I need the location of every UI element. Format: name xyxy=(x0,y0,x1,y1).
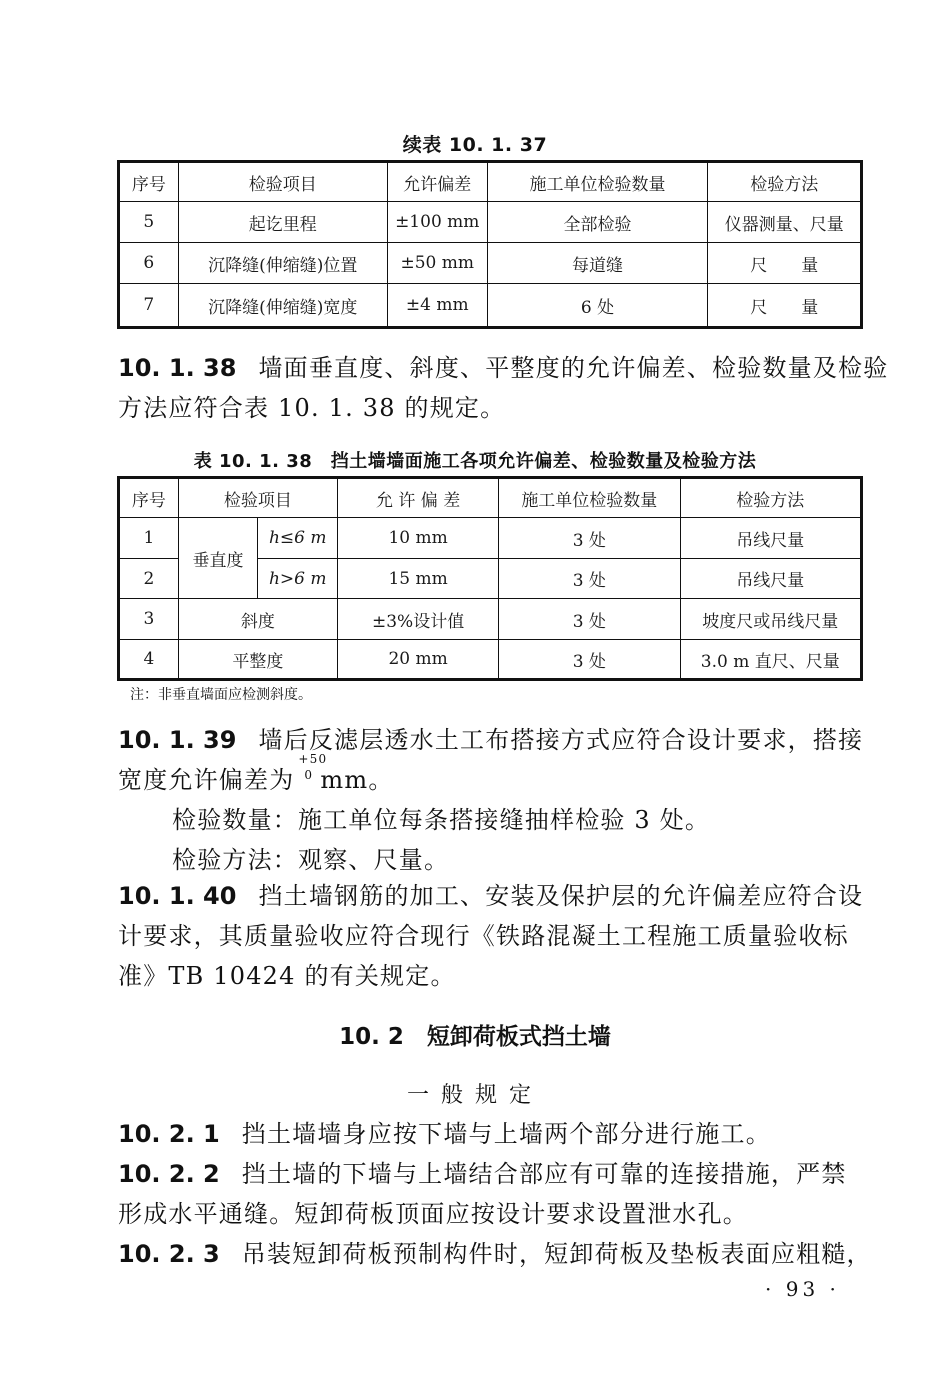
table-cell: 3 处 xyxy=(499,559,680,599)
clause-text: 挡土墙的下墙与上墙结合部应有可靠的连接措施，严禁 xyxy=(241,1160,847,1188)
table-cell: 沉降缝(伸缩缝)位置 xyxy=(178,243,387,284)
table-row xyxy=(119,202,862,243)
clause-text: 准》TB 10424 的有关规定。 xyxy=(118,962,456,990)
tolerance-lower: 0 xyxy=(304,768,314,782)
table-cell: 3 处 xyxy=(499,518,680,559)
table-cell: 尺 量 xyxy=(708,243,862,284)
table2-header: 施工单位检验数量 xyxy=(499,478,680,518)
table1-header: 施工单位检验数量 xyxy=(487,162,708,202)
clause-number: 10. 2. 2 xyxy=(118,1160,220,1188)
table2-note: 注：非垂直墙面应检测斜度。 xyxy=(130,687,312,703)
table-row xyxy=(119,284,862,328)
table-cell: 平整度 xyxy=(178,640,337,680)
table-cell: ±4 mm xyxy=(387,284,487,328)
table-row xyxy=(119,243,862,284)
table-cell: 10 mm xyxy=(338,518,499,559)
table-cell: 6 xyxy=(119,243,179,284)
table-cell: 1 xyxy=(119,518,179,559)
table-cell: 斜度 xyxy=(178,599,337,640)
table-cell: 15 mm xyxy=(338,559,499,599)
table-row xyxy=(119,518,862,559)
table-cell: 每道缝 xyxy=(487,243,708,284)
table1-header: 允许偏差 xyxy=(387,162,487,202)
table-cell: 尺 量 xyxy=(708,284,862,328)
clause-text: 墙面垂直度、斜度、平整度的允许偏差、检验数量及检验 xyxy=(258,354,889,382)
table2-caption: 表 10. 1. 38 挡土墙墙面施工各项允许偏差、检验数量及检验方法 xyxy=(193,451,757,472)
table-row xyxy=(119,599,862,640)
table-cell: 全部检验 xyxy=(487,202,708,243)
table1 xyxy=(117,160,863,329)
clause-text: 吊装短卸荷板预制构件时，短卸荷板及垫板表面应粗糙， xyxy=(241,1240,872,1268)
inspection-quantity: 检验数量：施工单位每条搭接缝抽样检验 3 处。 xyxy=(172,806,711,834)
table2-header: 序号 xyxy=(119,478,179,518)
clause-number: 10. 1. 40 xyxy=(118,882,237,910)
table-cell: ±50 mm xyxy=(387,243,487,284)
clause-10-2-3 xyxy=(118,1234,872,1274)
table-cell: 20 mm xyxy=(338,640,499,680)
clause-number: 10. 1. 39 xyxy=(118,726,237,754)
section-title: 10. 2 短卸荷板式挡土墙 xyxy=(339,1024,611,1050)
table-cell: 坡度尺或吊线尺量 xyxy=(680,599,861,640)
table2-header: 检验项目 xyxy=(178,478,337,518)
table-cell: 2 xyxy=(119,559,179,599)
table2-header: 检验方法 xyxy=(680,478,861,518)
table2 xyxy=(117,476,863,681)
table-cell: h>6 m xyxy=(258,559,338,599)
table-cell: 3 处 xyxy=(499,599,680,640)
clause-text: 方法应符合表 10. 1. 38 的规定。 xyxy=(118,394,506,422)
table-cell: ±3%设计值 xyxy=(338,599,499,640)
table-cell: h≤6 m xyxy=(258,518,338,559)
table-cell: 3 xyxy=(119,599,179,640)
table-row xyxy=(119,640,862,680)
clause-text: 挡土墙钢筋的加工、安装及保护层的允许偏差应符合设 xyxy=(258,882,864,910)
clause-10-1-39 xyxy=(118,720,863,880)
clause-text: mm。 xyxy=(320,766,394,794)
table-cell: 仪器测量、尺量 xyxy=(708,202,862,243)
table1-header: 检验方法 xyxy=(708,162,862,202)
table-cell: 7 xyxy=(119,284,179,328)
table1-header-row xyxy=(119,162,862,202)
clause-number: 10. 2. 1 xyxy=(118,1120,220,1148)
table-cell: 5 xyxy=(119,202,179,243)
clause-10-2-1 xyxy=(118,1114,863,1154)
clause-text: 宽度允许偏差为 xyxy=(118,766,295,794)
clause-text: 墙后反滤层透水土工布搭接方式应符合设计要求，搭接 xyxy=(258,726,864,754)
clause-text: 挡土墙墙身应按下墙与上墙两个部分进行施工。 xyxy=(241,1120,771,1148)
tolerance-upper: +50 xyxy=(298,752,328,766)
tolerance-fraction xyxy=(294,752,328,784)
clause-text: 形成水平通缝。短卸荷板顶面应按设计要求设置泄水孔。 xyxy=(118,1200,748,1228)
table2-header-row xyxy=(119,478,862,518)
table-cell: 6 处 xyxy=(487,284,708,328)
clause-number: 10. 2. 3 xyxy=(118,1240,220,1268)
table-cell: ±100 mm xyxy=(387,202,487,243)
inspection-method: 检验方法：观察、尺量。 xyxy=(172,846,450,874)
table1-header: 序号 xyxy=(119,162,179,202)
clause-text: 计要求，其质量验收应符合现行《铁路混凝土工程施工质量验收标 xyxy=(118,922,849,950)
clause-10-1-40 xyxy=(118,876,863,996)
table-cell: 垂直度 xyxy=(178,518,258,599)
table-cell: 沉降缝(伸缩缝)宽度 xyxy=(178,284,387,328)
table-cell: 3.0 m 直尺、尺量 xyxy=(680,640,861,680)
page-number: · 93 · xyxy=(765,1277,840,1301)
table1-caption: 续表 10. 1. 37 xyxy=(402,134,548,156)
table2-header: 允 许 偏 差 xyxy=(338,478,499,518)
clause-10-1-38 xyxy=(118,348,889,428)
table-cell: 3 处 xyxy=(499,640,680,680)
clause-10-2-2 xyxy=(118,1154,863,1234)
section-subtitle: 一般规定 xyxy=(406,1083,543,1108)
clause-number: 10. 1. 38 xyxy=(118,354,237,382)
table-cell: 吊线尺量 xyxy=(680,518,861,559)
table1-header: 检验项目 xyxy=(178,162,387,202)
table-cell: 4 xyxy=(119,640,179,680)
table-cell: 起讫里程 xyxy=(178,202,387,243)
table-cell: 吊线尺量 xyxy=(680,559,861,599)
